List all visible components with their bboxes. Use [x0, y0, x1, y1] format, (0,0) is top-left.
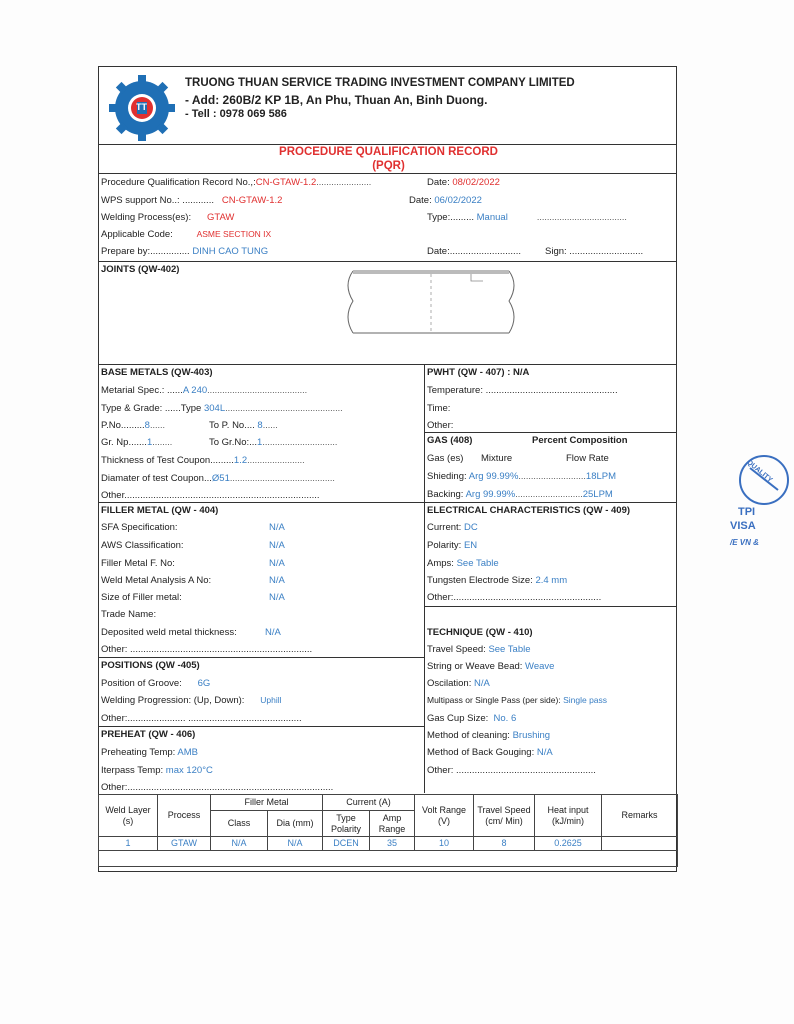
pwht-other: Other: [427, 420, 454, 431]
col-remarks: Remarks [602, 795, 678, 837]
cell-class: N/A [211, 837, 268, 851]
interpass-row: Iterpass Temp: max 120°C [101, 765, 213, 776]
multipass-row: Multipass or Single Pass (per side): Single pass [427, 695, 608, 705]
joint-sketch [343, 265, 519, 339]
pwht-time: Time: [427, 403, 451, 414]
shielding-gas: Shieding: Arg 99.99%...........................18LPM [427, 471, 617, 482]
cell-amp: 35 [370, 837, 415, 851]
backing-gas: Backing: Arg 99.99%...........................25LPM [427, 489, 613, 500]
stamp-vn: /E VN & [730, 538, 759, 547]
gas-col-mixture: Mixture [481, 453, 513, 464]
aws-value: N/A [269, 540, 285, 551]
bead-row: String or Weave Bead: Weave [427, 661, 555, 672]
trade-name: Trade Name: [101, 609, 157, 620]
col-heat: Heat input (kJ/min) [535, 795, 602, 837]
prepare-sign: Sign: ............................ [545, 246, 644, 257]
technique-heading: TECHNIQUE (QW - 410) [427, 627, 533, 638]
filler-size: Size of Filler metal: [101, 592, 182, 603]
current-row: Current: DC [427, 522, 478, 533]
type-row: Type:......... Manual .................................... [427, 212, 627, 223]
technique-other: Other: ..................................................... [427, 765, 596, 776]
preheat-temp-row: Preheating Temp: AMB [101, 747, 199, 758]
pqr-no-row: Procedure Qualification Record No.,:CN-GTAW-1.2...................... [101, 177, 372, 188]
table-row [99, 851, 678, 867]
fno-value: N/A [269, 558, 285, 569]
code-row: Applicable Code: ASME SECTION IX [101, 229, 272, 240]
col-process: Process [158, 795, 211, 837]
pwht-heading: PWHT (QW - 407) : N/A [427, 367, 530, 378]
amps-row: Amps: See Table [427, 558, 499, 569]
pqr-sheet [98, 66, 677, 872]
joints-heading: JOINTS (QW-402) [101, 264, 180, 275]
stamp-quality: QUALITY [745, 458, 774, 485]
base-metals-heading: BASE METALS (QW-403) [101, 367, 213, 378]
electrical-heading: ELECTRICAL CHARACTERISTICS (QW - 409) [427, 505, 631, 516]
aws-class: AWS Classification: [101, 540, 184, 551]
document-title: PROCEDURE QUALIFICATION RECORD [279, 146, 498, 158]
company-tel: - Tell : 0978 069 586 [185, 108, 287, 120]
gr-no: Gr. Np.......1........ [101, 437, 173, 448]
cell-type: DCEN [323, 837, 370, 851]
deposited-value: N/A [265, 627, 281, 638]
col-dia: Dia (mm) [268, 811, 323, 837]
stamp-visa: VISA [730, 520, 756, 532]
gas-cup-row: Gas Cup Size: No. 6 [427, 713, 517, 724]
table-row [99, 837, 678, 851]
pwht-temperature: Temperature: .................................................. [427, 385, 618, 396]
prepare-row: Prepare by:............... DINH CAO TUNG [101, 246, 269, 257]
gas-heading: GAS (408) [427, 435, 473, 446]
col-filler-metal: Filler Metal [211, 795, 323, 811]
quality-stamp [728, 450, 774, 560]
filler-fno: Filler Metal F. No: [101, 558, 175, 569]
electrical-other: Other:........................................................ [427, 592, 602, 603]
coupon-diameter: Diamater of test Coupon...Ø51.......................................... [101, 473, 335, 484]
to-gr-no: To Gr.No:...1.............................. [209, 437, 338, 448]
p-no: P.No.........8...... [101, 420, 165, 431]
sfa-value: N/A [269, 522, 285, 533]
tungsten-row: Tungsten Electrode Size: 2.4 mm [427, 575, 568, 586]
weld-analysis: Weld Metal Analysis A No: [101, 575, 212, 586]
oscillation-row: Oscilation: N/A [427, 678, 490, 689]
company-logo [109, 75, 175, 141]
col-travel: Travel Speed (cm/ Min) [474, 795, 535, 837]
cell-layer: 1 [99, 837, 158, 851]
analysis-value: N/A [269, 575, 285, 586]
type-grade: Type & Grade: ......Type 304L............................................... [101, 403, 343, 414]
logo-initials: TT [136, 102, 147, 112]
cell-dia: N/A [268, 837, 323, 851]
process-row: Welding Process(es): GTAW [101, 212, 235, 223]
cleaning-row: Method of cleaning: Brushing [427, 730, 551, 741]
company-address: - Add: 260B/2 KP 1B, An Phu, Thuan An, Binh Duong. [185, 93, 488, 107]
gouging-row: Method of Back Gouging: N/A [427, 747, 553, 758]
gas-composition-heading: Percent Composition [532, 435, 628, 446]
prepare-date: Date:........................... [427, 246, 521, 257]
cell-process: GTAW [158, 837, 211, 851]
gas-col-gases: Gas (es) [427, 453, 464, 464]
col-weld-layer: Weld Layer (s) [99, 795, 158, 837]
positions-heading: POSITIONS (QW -405) [101, 660, 200, 671]
coupon-thickness: Thickness of Test Coupon.........1.2....................... [101, 455, 305, 466]
travel-speed-row: Travel Speed: See Table [427, 644, 531, 655]
positions-other: Other:...................... ........................................... [101, 713, 302, 724]
filler-other: Other: ..................................................................... [101, 644, 313, 655]
deposited-thickness: Deposited weld metal thickness: [101, 627, 237, 638]
material-spec: Metarial Spec.: ......A 240........................................ [101, 385, 308, 396]
cell-travel: 8 [474, 837, 535, 851]
col-volt: Volt Range (V) [415, 795, 474, 837]
pqr-date: Date: 08/02/2022 [427, 177, 500, 188]
base-other: Other.......................................................................... [101, 490, 320, 501]
to-p-no: To P. No.... 8...... [209, 420, 278, 431]
polarity-row: Polarity: EN [427, 540, 478, 551]
results-table [98, 794, 678, 867]
filler-heading: FILLER METAL (QW - 404) [101, 505, 219, 516]
col-type: Type Polarity [323, 811, 370, 837]
preheat-heading: PREHEAT (QW - 406) [101, 729, 196, 740]
groove-row: Position of Groove: 6G [101, 678, 211, 689]
sfa-spec: SFA Specification: [101, 522, 178, 533]
wps-date: Date: 06/02/2022 [409, 195, 482, 206]
stamp-tpi: TPI [738, 506, 756, 518]
size-value: N/A [269, 592, 285, 603]
preheat-other: Other:.............................................................................. [101, 782, 334, 793]
col-class: Class [211, 811, 268, 837]
cell-volt: 10 [415, 837, 474, 851]
gas-col-flow: Flow Rate [566, 453, 609, 464]
company-name: TRUONG THUAN SERVICE TRADING INVESTMENT COMPANY LIMITED [185, 77, 575, 89]
wps-row: WPS support No..: ............ CN-GTAW-1.2 [101, 195, 283, 206]
cell-heat: 0.2625 [535, 837, 602, 851]
progression-row: Welding Progression: (Up, Down): Uphill [101, 695, 282, 706]
document-subtitle: (PQR) [372, 160, 405, 172]
col-current: Current (A) [323, 795, 415, 811]
cell-remarks [602, 837, 678, 851]
col-amp: Amp Range [370, 811, 415, 837]
